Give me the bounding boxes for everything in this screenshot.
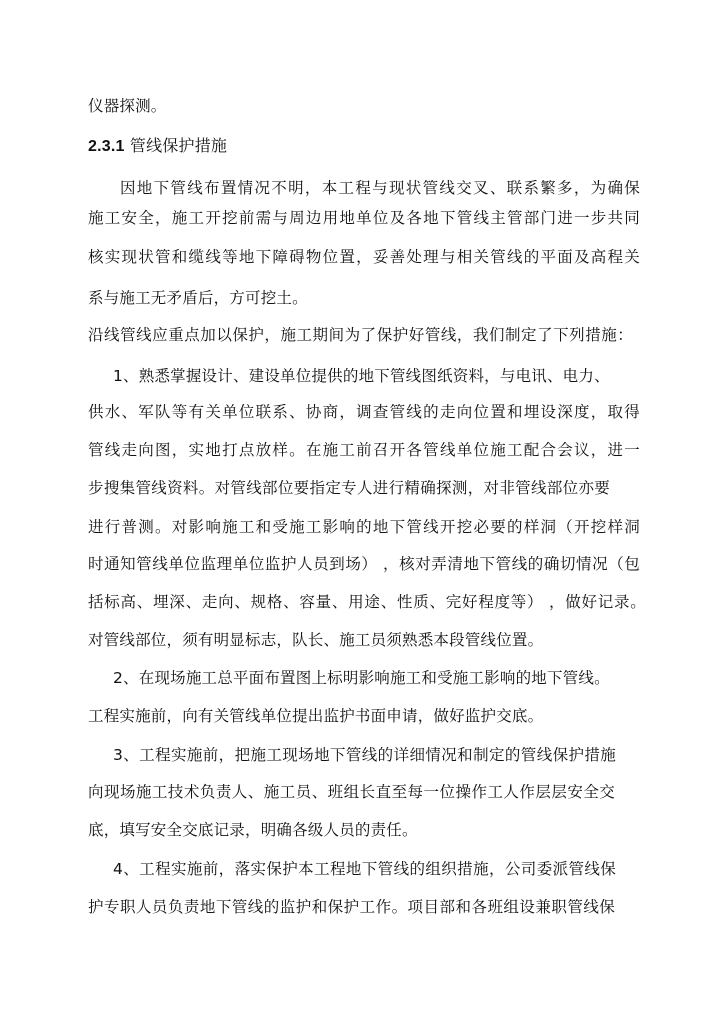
text-line-9: 管线走向图，实地打点放样。在施工前召开各管线单位施工配合会议，进一 bbox=[88, 441, 640, 459]
section-number: 2.3.1 bbox=[88, 138, 125, 155]
text-line-4: 核实现状管和缆线等地下障碍物位置，妥善处理与相关管线的平面及高程关 bbox=[88, 248, 640, 266]
text-line-10: 步搜集管线资料。对管线部位要指定专人进行精确探测，对非管线部位亦要 bbox=[88, 479, 610, 497]
text-line-17: 3、工程实施前，把施工现场地下管线的详细情况和制定的管线保护措施 bbox=[113, 746, 616, 764]
text-line-5: 系与施工无矛盾后，方可挖土。 bbox=[88, 289, 308, 307]
section-title: 管线保护措施 bbox=[129, 136, 228, 155]
text-line-16: 工程实施前，向有关管线单位提出监护书面申请，做好监护交底。 bbox=[88, 707, 544, 725]
text-line-8: 供水、军队等有关单位联系、协商，调查管线的走向位置和埋设深度，取得 bbox=[88, 403, 640, 421]
text-line-12: 时通知管线单位监理单位监护人员到场） ，核对弄清地下管线的确切情况（包 bbox=[88, 555, 640, 573]
text-line-15: 2、在现场施工总平面布置图上标明影响施工和受施工影响的地下管线。 bbox=[113, 669, 610, 687]
text-line-11: 进行普测。对影响施工和受施工影响的地下管线开挖必要的样洞（开挖样洞 bbox=[88, 518, 640, 536]
section-heading bbox=[88, 136, 227, 157]
text-line-20: 4、工程实施前，落实保护本工程地下管线的组织措施，公司委派管线保 bbox=[113, 860, 616, 878]
text-line-19: 底，填写安全交底记录，明确各级人员的责任。 bbox=[88, 821, 418, 839]
text-line-14: 对管线部位，须有明显标志，队长、施工员须熟悉本段管线位置。 bbox=[88, 631, 544, 649]
text-line-18: 向现场施工技术负责人、施工员、班组长直至每一位操作工人作层层安全交 bbox=[88, 783, 615, 801]
text-line-2: 因地下管线布置情况不明，本工程与现状管线交叉、联系繁多，为确保 bbox=[120, 179, 640, 197]
text-line-13: 括标高、埋深、走向、规格、容量、用途、性质、完好程度等） ，做好记录。 bbox=[88, 593, 646, 611]
text-line-1: 仪器探测。 bbox=[88, 97, 167, 115]
text-line-3: 施工安全，施工开挖前需与周边用地单位及各地下管线主管部门进一步共同 bbox=[88, 209, 640, 227]
text-line-7: 1、熟悉掌握设计、建设单位提供的地下管线图纸资料，与电讯、电力、 bbox=[113, 367, 610, 385]
text-line-21: 护专职人员负责地下管线的监护和保护工作。项目部和各班组设兼职管线保 bbox=[88, 898, 615, 916]
text-line-6: 沿线管线应重点加以保护，施工期间为了保护好管线，我们制定了下列措施： bbox=[88, 326, 633, 344]
